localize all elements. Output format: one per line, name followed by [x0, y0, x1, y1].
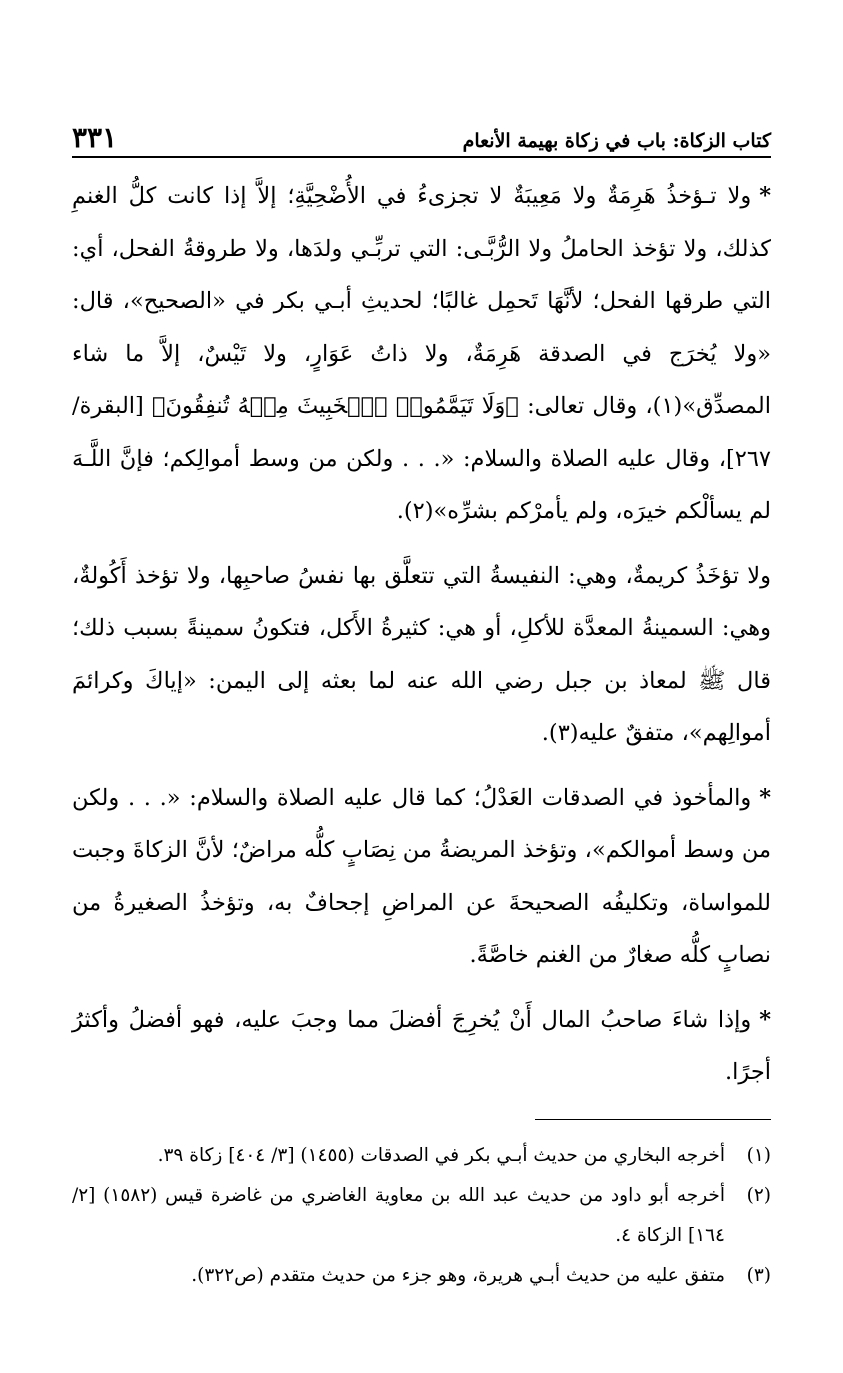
paragraph-marker: *: [759, 183, 771, 209]
footnote: [72, 1136, 771, 1176]
footnote-number: (٢): [746, 1184, 771, 1206]
paragraph-marker: *: [759, 1006, 771, 1033]
footnote-text: أخرجه البخاري من حديث أبـي بكر في الصدقات (١٤٥٥) [٣/ ٤٠٤] زكاة ٣٩.: [157, 1144, 725, 1166]
paragraph: [72, 994, 771, 1099]
paragraph: [72, 550, 771, 760]
footnote-number: (٣): [746, 1264, 771, 1286]
footnote: [72, 1176, 771, 1256]
footnote-divider: [535, 1119, 771, 1120]
footnote: [72, 1256, 771, 1296]
paragraph-text: وإذا شاءَ صاحبُ المال أَنْ يُخرِجَ أفضلَ مما وجبَ عليه، فهو أفضلُ وأكثرُ أجرًا.: [72, 1006, 771, 1085]
chapter-title: كتاب الزكاة: باب في زكاة بهيمة الأنعام: [462, 130, 771, 152]
page-number: ٣٣١: [72, 121, 118, 154]
main-text: [72, 170, 771, 1099]
footnotes: [72, 1136, 771, 1296]
footnote-text: أخرجه أبو داود من حديث عبد الله بن معاوية الغاضري من غاضرة قيس (١٥٨٢) [٢/ ١٦٤] الزكاة ٤.: [72, 1184, 725, 1246]
paragraph-marker: *: [759, 784, 771, 811]
paragraph: [72, 170, 771, 538]
footnote-number: (١): [746, 1144, 771, 1166]
footnote-text: متفق عليه من حديث أبـي هريرة، وهو جزء من حديث متقدم (ص٣٢٢).: [191, 1264, 725, 1286]
paragraph-text: والمأخوذ في الصدقات العَدْلُ؛ كما قال عليه الصلاة والسلام: «. . . ولكن من وسط أموالكم»، وتؤخذ المريضةُ من نِصَابٍ كلُّه مراضٌ؛ لأنَّ الزكاةَ وجبت للمواساة، وتكليفُه الصحيحةَ عن المراضِ إجحافٌ به، وتؤخذُ الصغيرةُ من نصابٍ كلُّه صغارٌ من الغنم خاصَّةً.: [72, 784, 771, 968]
paragraph: [72, 772, 771, 982]
running-header: [72, 112, 771, 158]
paragraph-text: ولا تؤخَذُ كريمةٌ، وهي: النفيسةُ التي تتعلَّق بها نفسُ صاحبِها، ولا تؤخذ أَكُولةٌ، وهي: السمينةُ المعدَّة للأكلِ، أو هي: كثيرةُ الأَكل، فتكونُ سمينةً بسبب ذلك؛ قال ﷺ لمعاذ بن جبل رضي الله عنه لما بعثه إلى اليمن: «إياكَ وكرائمَ أموالِهم»، متفقٌ عليه(٣).: [72, 562, 771, 746]
paragraph-text: ولا تـؤخذُ هَرِمَةٌ ولا مَعِيبَةٌ لا تجزىءُ في الأُضْحِيَّةِ؛ إلاَّ إذا كانت كلُّ الغنمِ كذلك، ولا تؤخذ الحاملُ ولا الرُّبَّـى: التي تربِّـي ولدَها، ولا طروقةُ الفحل، أي: التي طرقها الفحل؛ لأنَّهَا تَحمِل غالبًا؛ لحديثِ أبـي بكر في «الصحيح»، قال: «ولا يُخرَج في الصدقة هَرِمَةٌ، ولا ذاتُ عَوَارٍ، ولا تَيْسٌ، إلاَّ ما شاء المصدِّق»(١)، وقال تعالى: ﴿وَلَا تَيَمَّمُوا۟ ٱلۡخَبِيثَ مِنۡهُ تُنفِقُونَ﴾ [البقرة/ ٢٦٧]، وقال عليه الصلاة والسلام: «. . . ولكن من وسط أموالِكم؛ فإنَّ اللَّـهَ لم يسألْكم خيرَه، ولم يأمرْكم بشرِّه»(٢).: [72, 183, 771, 524]
